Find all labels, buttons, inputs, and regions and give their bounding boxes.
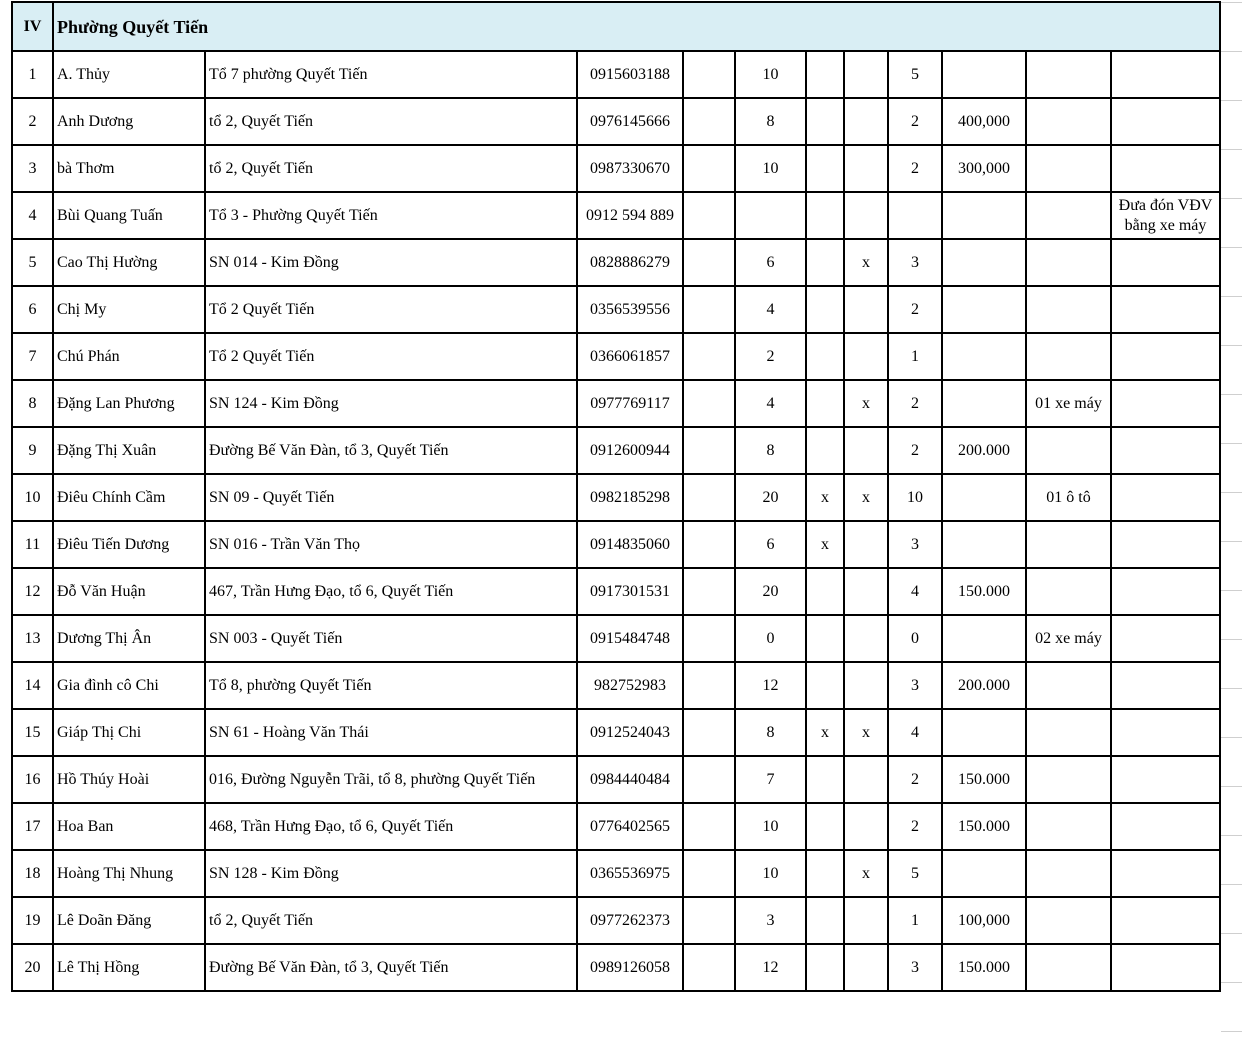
cell-col9[interactable]: 3 [888,662,942,709]
cell-quantity[interactable]: 0 [735,615,806,662]
cell-note[interactable] [1111,615,1220,662]
cell-col5[interactable] [683,51,735,98]
cell-vehicle[interactable] [1026,521,1111,568]
cell-quantity[interactable]: 12 [735,662,806,709]
cell-col7[interactable] [806,239,844,286]
cell-quantity[interactable]: 10 [735,51,806,98]
cell-name[interactable]: Hoàng Thị Nhung [53,850,205,897]
cell-col9[interactable]: 0 [888,615,942,662]
cell-col8[interactable] [844,662,888,709]
cell-quantity[interactable]: 8 [735,98,806,145]
cell-col7[interactable] [806,850,844,897]
cell-col7[interactable] [806,192,844,239]
cell-stt[interactable]: 13 [12,615,53,662]
cell-col5[interactable] [683,662,735,709]
cell-vehicle[interactable] [1026,145,1111,192]
cell-quantity[interactable]: 12 [735,944,806,991]
cell-phone[interactable]: 0915603188 [577,51,683,98]
cell-amount[interactable] [942,239,1026,286]
cell-note[interactable] [1111,568,1220,615]
cell-col7[interactable] [806,333,844,380]
cell-address[interactable]: SN 014 - Kim Đồng [205,239,577,286]
cell-stt[interactable]: 18 [12,850,53,897]
cell-col7[interactable] [806,803,844,850]
table-row [12,51,1220,98]
cell-col5[interactable] [683,521,735,568]
cell-vehicle[interactable] [1026,709,1111,756]
cell-col7[interactable] [806,380,844,427]
cell-col9[interactable]: 5 [888,850,942,897]
cell-stt[interactable]: 7 [12,333,53,380]
cell-amount[interactable]: 150.000 [942,568,1026,615]
cell-col5[interactable] [683,239,735,286]
cell-vehicle[interactable] [1026,192,1111,239]
cell-col5[interactable] [683,897,735,944]
cell-vehicle[interactable] [1026,803,1111,850]
cell-col8[interactable] [844,803,888,850]
cell-col7[interactable] [806,98,844,145]
cell-note[interactable] [1111,333,1220,380]
cell-quantity[interactable]: 2 [735,333,806,380]
cell-phone[interactable]: 0977769117 [577,380,683,427]
table-row [12,850,1220,897]
cell-quantity[interactable]: 8 [735,427,806,474]
cell-quantity[interactable]: 4 [735,380,806,427]
cell-note[interactable] [1111,286,1220,333]
cell-name[interactable]: Hoa Ban [53,803,205,850]
cell-stt[interactable]: 12 [12,568,53,615]
cell-note[interactable]: Đưa đón VĐV bằng xe máy [1111,192,1220,239]
cell-col8[interactable] [844,944,888,991]
sheet-gridlines [1221,0,1242,1038]
cell-address[interactable]: tổ 2, Quyết Tiến [205,897,577,944]
cell-address[interactable]: tổ 2, Quyết Tiến [205,98,577,145]
cell-name[interactable]: Bùi Quang Tuấn [53,192,205,239]
cell-quantity[interactable]: 20 [735,474,806,521]
cell-amount[interactable]: 400,000 [942,98,1026,145]
cell-vehicle[interactable] [1026,897,1111,944]
cell-note[interactable] [1111,474,1220,521]
cell-amount[interactable] [942,850,1026,897]
cell-stt[interactable]: 20 [12,944,53,991]
cell-quantity[interactable]: 20 [735,568,806,615]
cell-col9[interactable]: 2 [888,145,942,192]
cell-address[interactable]: SN 003 - Quyết Tiến [205,615,577,662]
cell-amount[interactable] [942,380,1026,427]
cell-col9[interactable]: 4 [888,568,942,615]
cell-name[interactable]: Điêu Chính Cầm [53,474,205,521]
table-row [12,98,1220,145]
cell-name[interactable]: A. Thủy [53,51,205,98]
cell-quantity[interactable]: 8 [735,709,806,756]
table-row [12,756,1220,803]
cell-col8[interactable] [844,427,888,474]
cell-col5[interactable] [683,427,735,474]
cell-col9[interactable]: 1 [888,333,942,380]
cell-address[interactable]: SN 124 - Kim Đồng [205,380,577,427]
cell-col8[interactable] [844,192,888,239]
cell-amount[interactable]: 300,000 [942,145,1026,192]
cell-col8[interactable] [844,98,888,145]
cell-col9[interactable] [888,192,942,239]
cell-amount[interactable] [942,521,1026,568]
cell-col5[interactable] [683,474,735,521]
cell-col5[interactable] [683,286,735,333]
cell-phone[interactable]: 0776402565 [577,803,683,850]
cell-note[interactable] [1111,756,1220,803]
cell-amount[interactable]: 200.000 [942,662,1026,709]
cell-stt[interactable]: 5 [12,239,53,286]
cell-quantity[interactable]: 6 [735,521,806,568]
cell-note[interactable] [1111,239,1220,286]
cell-col8[interactable] [844,333,888,380]
cell-phone[interactable]: 0982185298 [577,474,683,521]
cell-quantity[interactable]: 10 [735,803,806,850]
cell-col9[interactable]: 1 [888,897,942,944]
cell-vehicle[interactable]: 01 ô tô [1026,474,1111,521]
cell-stt[interactable]: 17 [12,803,53,850]
data-table [11,1,1221,992]
cell-col9[interactable]: 3 [888,944,942,991]
cell-name[interactable]: Cao Thị Hường [53,239,205,286]
cell-amount[interactable]: 150.000 [942,756,1026,803]
cell-col8[interactable]: x [844,709,888,756]
cell-vehicle[interactable] [1026,98,1111,145]
cell-address[interactable]: Tổ 2 Quyết Tiến [205,333,577,380]
cell-address[interactable]: SN 61 - Hoàng Văn Thái [205,709,577,756]
cell-quantity[interactable] [735,192,806,239]
table-row [12,615,1220,662]
cell-col5[interactable] [683,333,735,380]
cell-quantity[interactable]: 4 [735,286,806,333]
cell-phone[interactable]: 0365536975 [577,850,683,897]
cell-quantity[interactable]: 3 [735,897,806,944]
cell-vehicle[interactable] [1026,286,1111,333]
cell-name[interactable]: bà Thơm [53,145,205,192]
cell-stt[interactable]: 3 [12,145,53,192]
table-row [12,521,1220,568]
cell-name[interactable]: Giáp Thị Chi [53,709,205,756]
cell-col7[interactable] [806,662,844,709]
cell-name[interactable]: Anh Dương [53,98,205,145]
cell-vehicle[interactable] [1026,333,1111,380]
cell-phone[interactable]: 0366061857 [577,333,683,380]
cell-col9[interactable]: 2 [888,98,942,145]
cell-name[interactable]: Đặng Lan Phương [53,380,205,427]
table-row [12,944,1220,991]
cell-amount[interactable] [942,333,1026,380]
cell-col8[interactable] [844,897,888,944]
cell-col8[interactable] [844,145,888,192]
cell-col8[interactable] [844,568,888,615]
cell-col5[interactable] [683,192,735,239]
cell-col5[interactable] [683,568,735,615]
cell-quantity[interactable]: 7 [735,756,806,803]
cell-stt[interactable]: 4 [12,192,53,239]
cell-note[interactable] [1111,709,1220,756]
cell-address[interactable]: Tổ 2 Quyết Tiến [205,286,577,333]
cell-phone[interactable]: 0917301531 [577,568,683,615]
cell-address[interactable]: SN 128 - Kim Đồng [205,850,577,897]
cell-stt[interactable]: 11 [12,521,53,568]
section-title[interactable]: Phường Quyết Tiến [53,2,1220,51]
cell-stt[interactable]: 16 [12,756,53,803]
cell-amount[interactable] [942,474,1026,521]
cell-address[interactable]: Đường Bế Văn Đàn, tổ 3, Quyết Tiến [205,944,577,991]
cell-vehicle[interactable] [1026,239,1111,286]
table-row [12,897,1220,944]
table-row [12,803,1220,850]
cell-phone[interactable]: 0977262373 [577,897,683,944]
cell-col7[interactable] [806,944,844,991]
section-number[interactable]: IV [12,2,53,51]
cell-col7[interactable]: x [806,521,844,568]
cell-col8[interactable]: x [844,474,888,521]
cell-phone[interactable]: 0912524043 [577,709,683,756]
cell-col7[interactable]: x [806,709,844,756]
cell-col7[interactable] [806,615,844,662]
cell-phone[interactable]: 0976145666 [577,98,683,145]
table-row [12,145,1220,192]
cell-phone[interactable]: 0828886279 [577,239,683,286]
cell-amount[interactable] [942,286,1026,333]
cell-vehicle[interactable] [1026,568,1111,615]
cell-amount[interactable]: 200.000 [942,427,1026,474]
cell-stt[interactable]: 19 [12,897,53,944]
table-row [12,239,1220,286]
cell-name[interactable]: Chú Phán [53,333,205,380]
cell-note[interactable] [1111,145,1220,192]
cell-col5[interactable] [683,615,735,662]
cell-name[interactable]: Gia đình cô Chi [53,662,205,709]
cell-col9[interactable]: 2 [888,286,942,333]
cell-col9[interactable]: 5 [888,51,942,98]
cell-stt[interactable]: 6 [12,286,53,333]
cell-stt[interactable]: 8 [12,380,53,427]
table-row [12,380,1220,427]
table-row [12,662,1220,709]
cell-amount[interactable] [942,615,1026,662]
table-row [12,568,1220,615]
cell-vehicle[interactable] [1026,850,1111,897]
cell-col7[interactable] [806,286,844,333]
cell-name[interactable]: Đặng Thị Xuân [53,427,205,474]
table-row [12,192,1220,239]
cell-address[interactable]: Đường Bế Văn Đàn, tổ 3, Quyết Tiến [205,427,577,474]
table-row [12,333,1220,380]
cell-col5[interactable] [683,380,735,427]
cell-col7[interactable] [806,427,844,474]
table-row [12,709,1220,756]
cell-note[interactable] [1111,380,1220,427]
cell-col5[interactable] [683,850,735,897]
cell-address[interactable]: 467, Trần Hưng Đạo, tổ 6, Quyết Tiến [205,568,577,615]
cell-quantity[interactable]: 6 [735,239,806,286]
cell-col9[interactable]: 2 [888,803,942,850]
cell-amount[interactable]: 150.000 [942,803,1026,850]
cell-amount[interactable]: 100,000 [942,897,1026,944]
cell-col9[interactable]: 2 [888,380,942,427]
cell-name[interactable]: Lê Doãn Đăng [53,897,205,944]
cell-address[interactable]: Tổ 7 phường Quyết Tiến [205,51,577,98]
cell-col5[interactable] [683,98,735,145]
cell-amount[interactable] [942,51,1026,98]
cell-col8[interactable]: x [844,850,888,897]
cell-address[interactable]: 016, Đường Nguyễn Trãi, tổ 8, phường Quyết Tiến [205,756,577,803]
cell-phone[interactable]: 0914835060 [577,521,683,568]
cell-address[interactable]: Tổ 8, phường Quyết Tiến [205,662,577,709]
cell-col8[interactable] [844,51,888,98]
cell-phone[interactable]: 0915484748 [577,615,683,662]
cell-col7[interactable] [806,897,844,944]
cell-col7[interactable] [806,51,844,98]
cell-note[interactable] [1111,427,1220,474]
cell-stt[interactable]: 9 [12,427,53,474]
cell-col8[interactable] [844,521,888,568]
cell-address[interactable]: Tổ 3 - Phường Quyết Tiến [205,192,577,239]
cell-col9[interactable]: 3 [888,521,942,568]
cell-name[interactable]: Đỗ Văn Huận [53,568,205,615]
cell-col9[interactable]: 2 [888,427,942,474]
cell-col8[interactable]: x [844,239,888,286]
cell-quantity[interactable]: 10 [735,850,806,897]
cell-phone[interactable]: 982752983 [577,662,683,709]
cell-col7[interactable]: x [806,474,844,521]
cell-note[interactable] [1111,521,1220,568]
cell-col7[interactable] [806,145,844,192]
cell-note[interactable] [1111,803,1220,850]
table-row [12,474,1220,521]
cell-note[interactable] [1111,897,1220,944]
cell-phone[interactable]: 0912600944 [577,427,683,474]
cell-vehicle[interactable] [1026,51,1111,98]
cell-vehicle[interactable] [1026,944,1111,991]
cell-vehicle[interactable]: 02 xe máy [1026,615,1111,662]
cell-amount[interactable] [942,192,1026,239]
cell-col9[interactable]: 4 [888,709,942,756]
cell-stt[interactable]: 2 [12,98,53,145]
section-header-row [12,2,1220,51]
cell-col8[interactable] [844,615,888,662]
cell-address[interactable]: tổ 2, Quyết Tiến [205,145,577,192]
cell-note[interactable] [1111,51,1220,98]
cell-stt[interactable]: 15 [12,709,53,756]
cell-col9[interactable]: 2 [888,756,942,803]
cell-col9[interactable]: 10 [888,474,942,521]
cell-name[interactable]: Lê Thị Hồng [53,944,205,991]
cell-vehicle[interactable] [1026,427,1111,474]
cell-col7[interactable] [806,568,844,615]
cell-col5[interactable] [683,709,735,756]
cell-name[interactable]: Dương Thị Ân [53,615,205,662]
cell-phone[interactable]: 0984440484 [577,756,683,803]
cell-amount[interactable]: 150.000 [942,944,1026,991]
cell-vehicle[interactable]: 01 xe máy [1026,380,1111,427]
cell-stt[interactable]: 1 [12,51,53,98]
cell-name[interactable]: Điêu Tiến Dương [53,521,205,568]
cell-address[interactable]: SN 09 - Quyết Tiến [205,474,577,521]
cell-address[interactable]: 468, Trần Hưng Đạo, tổ 6, Quyết Tiến [205,803,577,850]
cell-col9[interactable]: 3 [888,239,942,286]
cell-note[interactable] [1111,98,1220,145]
cell-address[interactable]: SN 016 - Trần Văn Thọ [205,521,577,568]
cell-col5[interactable] [683,803,735,850]
cell-phone[interactable]: 0356539556 [577,286,683,333]
cell-stt[interactable]: 14 [12,662,53,709]
cell-name[interactable]: Chị My [53,286,205,333]
cell-vehicle[interactable] [1026,662,1111,709]
cell-col7[interactable] [806,756,844,803]
cell-amount[interactable] [942,709,1026,756]
cell-name[interactable]: Hồ Thúy Hoài [53,756,205,803]
table-row [12,286,1220,333]
cell-col8[interactable]: x [844,380,888,427]
cell-col5[interactable] [683,756,735,803]
cell-note[interactable] [1111,944,1220,991]
cell-stt[interactable]: 10 [12,474,53,521]
cell-col8[interactable] [844,286,888,333]
cell-col8[interactable] [844,756,888,803]
cell-phone[interactable]: 0987330670 [577,145,683,192]
cell-quantity[interactable]: 10 [735,145,806,192]
cell-note[interactable] [1111,662,1220,709]
cell-vehicle[interactable] [1026,756,1111,803]
table-row [12,427,1220,474]
cell-note[interactable] [1111,850,1220,897]
cell-col5[interactable] [683,944,735,991]
cell-phone[interactable]: 0989126058 [577,944,683,991]
cell-col5[interactable] [683,145,735,192]
cell-phone[interactable]: 0912 594 889 [577,192,683,239]
